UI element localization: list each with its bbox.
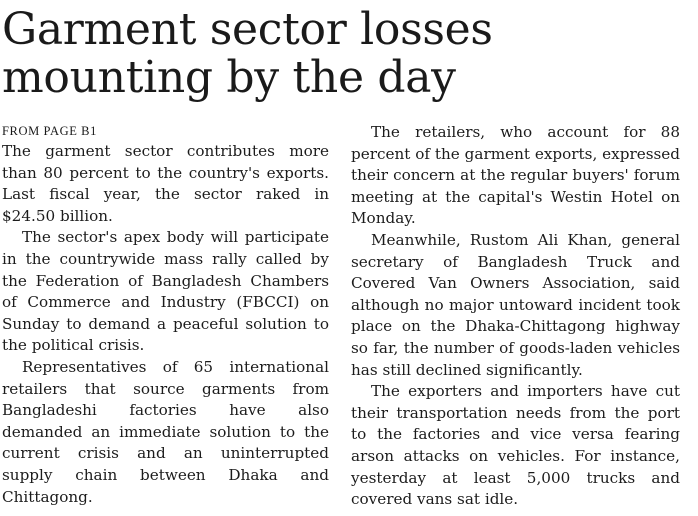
paragraph: The sector's apex body will participate in the countrywide mass rally called by the Federation of Bangladesh Chambers of Commerce and Industry (FBCCI) on Sunday to demand a peaceful solution to the political crisis. xyxy=(2,228,329,355)
paragraph: The exporters and importers have cut their transportation needs from the port to the factories and vice versa fearing arson attacks on vehicles. For instance, yesterday at least 5,000 trucks and covered vans sat idle. xyxy=(351,382,680,509)
dateline: FROM PAGE B1 xyxy=(2,124,97,138)
paragraph: The retailers, who account for 88 percent of the garment exports, expressed their concern at the regular buyers' forum meeting at the capital's Westin Hotel on Monday. xyxy=(351,123,680,228)
article-column-left xyxy=(2,141,329,508)
paragraph: Meanwhile, Rustom Ali Khan, general secretary of Bangladesh Truck and Covered Van Owners Association, said although no major untoward incident took place on the Dhaka-Chittagong highway so far, the number of goods-laden vehicles has still declined significantly. xyxy=(351,230,680,379)
paragraph: Representatives of 65 international retailers that source garments from Bangladeshi factories have also demanded an immediate solution to the current crisis and an uninterrupted supply chain between Dhaka and Chittagong. xyxy=(2,357,329,506)
article-headline: Garment sector losses mounting by the day xyxy=(2,4,493,103)
paragraph: The garment sector contributes more than 80 percent to the country's exports. Last fiscal year, the sector raked in $24.50 billion. xyxy=(2,142,329,225)
article-column-right xyxy=(351,122,680,511)
